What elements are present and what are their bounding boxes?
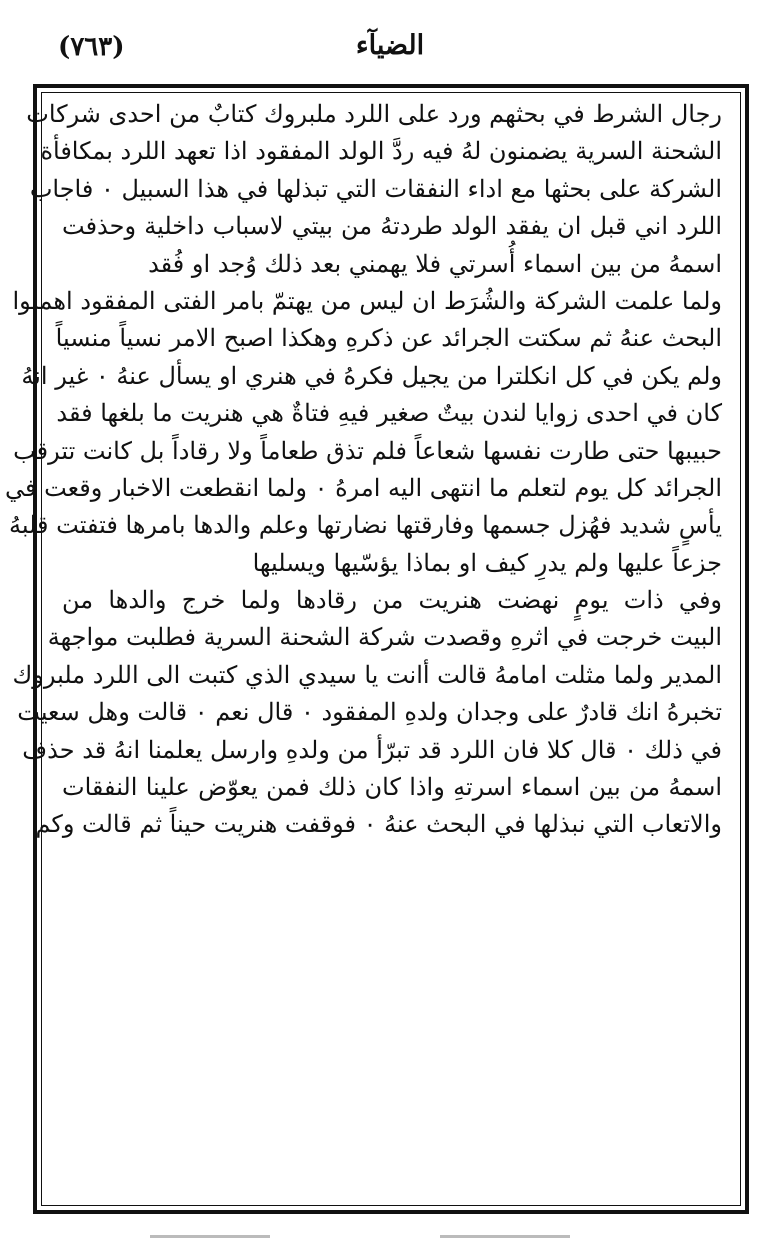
scan-mark bbox=[440, 1235, 570, 1238]
text-line: رجال الشرط في بحثهم ورد على اللرد ملبروك كتابٌ من احدى شركات bbox=[26, 100, 722, 128]
text-line: كان في احدى زوايا لندن بيتٌ صغير فيهِ فتاةٌ هي هنريت ما بلغها فقد bbox=[56, 399, 722, 428]
text-line: اسمهُ من بين اسماء أُسرتي فلا يهمني بعد ذلك وُجد او فُقد bbox=[148, 249, 722, 278]
text-line: البحث عنهُ ثم سكتت الجرائد عن ذكرهِ وهكذا اصبح الامر نسياً منسياً bbox=[55, 324, 722, 353]
text-line: في ذلك ٠ قال كلا فان اللرد قد تبرّأ من ولدهِ وارسل يعلمنا انهُ قد حذف bbox=[22, 735, 722, 764]
text-line: المدير ولما مثلت امامهُ قالت أانت يا سيدي الذي كتبت الى اللرد ملبروك bbox=[12, 660, 722, 689]
text-line: جزعاً عليها ولم يدرِ كيف او بماذا يؤسّيها ويسليها bbox=[252, 548, 722, 577]
page-header bbox=[40, 30, 740, 76]
text-line: ولما علمت الشركة والشُرَط ان ليس من يهتمّ بامر الفتى المفقود اهملوا bbox=[12, 286, 722, 315]
body-text bbox=[4, 96, 723, 844]
text-line: اسمهُ من بين اسماء اسرتهِ واذا كان ذلك فمن يعوّض علينا النفقات bbox=[62, 773, 722, 802]
running-title: الضيآء bbox=[355, 30, 425, 61]
text-line: وفي ذات يومٍ نهضت هنريت من رقادها ولما خرج والدها من bbox=[62, 586, 722, 615]
text-line: الجرائد كل يوم لتعلم ما انتهى اليه امرهُ ٠ ولما انقطعت الاخبار وقعت في bbox=[4, 473, 722, 502]
text-line: تخبرهُ انك قادرٌ على وجدان ولدهِ المفقود ٠ قال نعم ٠ قالت وهل سعيت bbox=[17, 698, 722, 727]
text-line: ولم يكن في كل انكلترا من يجيل فكرهُ في هنري او يسأل عنهُ ٠ غير انهُ bbox=[21, 361, 722, 390]
text-line: اللرد اني قبل ان يفقد الولد طردتهُ من بيتي لاسباب داخلية وحذفت bbox=[62, 212, 723, 241]
text-line: حبيبها حتى طارت نفسها شعاعاً فلم تذق طعاماً ولا رقاداً بل كانت تترقب bbox=[13, 436, 722, 465]
text-line: يأسٍ شديد فهُزل جسمها وفارقتها نضارتها وعلم والدها بامرها فتفتت قلبهُ bbox=[9, 511, 722, 540]
text-line: البيت خرجت في اثرهِ وقصدت شركة الشحنة السرية فطلبت مواجهة bbox=[47, 623, 722, 652]
scan-mark bbox=[150, 1235, 270, 1238]
page-number: (٧٦٣) bbox=[58, 32, 125, 62]
text-line: الشحنة السرية يضمنون لهُ فيه ردَّ الولد المفقود اذا تعهد اللرد بمكافأة bbox=[40, 137, 722, 166]
text-line: والاتعاب التي نبذلها في البحث عنهُ ٠ فوقفت هنريت حيناً ثم قالت وكم bbox=[35, 810, 722, 839]
text-line: الشركة على بحثها مع اداء النفقات التي تبذلها في هذا السبيل ٠ فاجاب bbox=[29, 174, 722, 203]
